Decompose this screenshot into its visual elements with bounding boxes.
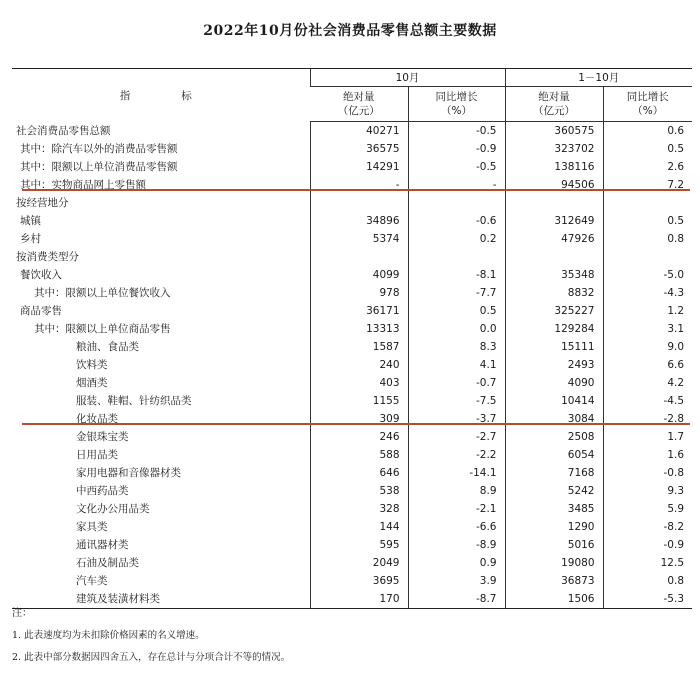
oct-abs-value: 1155 (310, 392, 408, 410)
oct-growth-value: -2.1 (408, 500, 505, 518)
oct-growth-value: 3.9 (408, 572, 505, 590)
oct-abs-value: 34896 (310, 212, 408, 230)
table-row (12, 554, 692, 572)
oct-abs-value: 36171 (310, 302, 408, 320)
table-row (12, 284, 692, 302)
ytd-abs-value: 94506 (505, 176, 603, 194)
table-row (12, 158, 692, 176)
oct-abs-value: 646 (310, 464, 408, 482)
row-label: 粮油、食品类 (76, 341, 139, 353)
ytd-abs-value: 3485 (505, 500, 603, 518)
oct-abs-value: 328 (310, 500, 408, 518)
ytd-abs-value: 19080 (505, 554, 603, 572)
row-label: 建筑及装潢材料类 (12, 590, 310, 609)
oct-abs-value: 36575 (310, 140, 408, 158)
notes-heading: 注： (12, 608, 32, 619)
row-label: 其中：限额以上单位商品零售 (34, 323, 171, 335)
oct-growth-value: 4.1 (408, 356, 505, 374)
group-header-jan-oct: 1－10月 (505, 69, 692, 87)
oct-growth-value: -8.9 (408, 536, 505, 554)
note-item: 1. 此表速度均为未扣除价格因素的名义增速。 (12, 630, 205, 641)
ytd-growth-value: 1.7 (603, 428, 692, 446)
table-row (12, 302, 692, 320)
row-label: 餐饮收入 (20, 269, 62, 281)
oct-abs-value: 978 (310, 284, 408, 302)
highlight-line-bottom (22, 423, 690, 425)
table-row (12, 266, 692, 284)
ytd-abs-value: 47926 (505, 230, 603, 248)
oct-growth-value: -0.6 (408, 212, 505, 230)
ytd-growth-value (603, 194, 692, 212)
oct-growth-value: 8.3 (408, 338, 505, 356)
table-row (12, 482, 692, 500)
row-label: 化妆品类 (76, 413, 118, 425)
oct-abs-value: 309 (310, 410, 408, 428)
ytd-growth-value: -5.3 (603, 590, 692, 609)
table-row (12, 446, 692, 464)
oct-abs-value: 595 (310, 536, 408, 554)
oct-abs-value (310, 248, 408, 266)
oct-growth-value: -6.6 (408, 518, 505, 536)
row-label: 中西药品类 (76, 485, 129, 497)
oct-abs-value: 1587 (310, 338, 408, 356)
ytd-abs-value: 360575 (505, 122, 603, 141)
table-row (12, 194, 692, 212)
row-label: 其中：限额以上单位消费品零售额 (20, 161, 178, 173)
oct-growth-value: -3.7 (408, 410, 505, 428)
notes (12, 604, 692, 663)
ytd-growth-value: 3.1 (603, 320, 692, 338)
table-row (12, 212, 692, 230)
oct-abs-value: 2049 (310, 554, 408, 572)
ytd-growth-value: -0.9 (603, 536, 692, 554)
row-label: 乡村 (20, 233, 41, 245)
table-row (12, 392, 692, 410)
row-label: 饮料类 (76, 359, 108, 371)
ytd-growth-value: 0.5 (603, 212, 692, 230)
oct-growth-value (408, 248, 505, 266)
ytd-abs-value: 129284 (505, 320, 603, 338)
oct-abs-value: 588 (310, 446, 408, 464)
table-row (12, 464, 692, 482)
row-label: 其中：限额以上单位餐饮收入 (34, 287, 171, 299)
ytd-growth-value: 2.6 (603, 158, 692, 176)
oct-abs-value: 240 (310, 356, 408, 374)
oct-growth-value: -2.2 (408, 446, 505, 464)
ytd-growth-value: -4.3 (603, 284, 692, 302)
row-label: 城镇 (20, 215, 41, 227)
ytd-growth-value: -5.0 (603, 266, 692, 284)
oct-abs-value: 403 (310, 374, 408, 392)
oct-abs-value: 5374 (310, 230, 408, 248)
ytd-abs-value: 15111 (505, 338, 603, 356)
ytd-growth-value: 0.6 (603, 122, 692, 141)
oct-growth-value: -0.5 (408, 122, 505, 141)
ytd-abs-value: 8832 (505, 284, 603, 302)
oct-growth-value: 0.0 (408, 320, 505, 338)
ytd-abs-value: 35348 (505, 266, 603, 284)
row-label: 汽车类 (76, 575, 108, 587)
oct-abs-value: 538 (310, 482, 408, 500)
growth-header: 同比增长 （%） (603, 87, 692, 122)
oct-growth-value: -2.7 (408, 428, 505, 446)
row-label: 按消费类型分 (16, 251, 79, 263)
row-label: 家用电器和音像器材类 (76, 467, 181, 479)
row-label: 石油及制品类 (76, 557, 139, 569)
ytd-abs-value (505, 248, 603, 266)
oct-growth-value: -14.1 (408, 464, 505, 482)
ytd-abs-value: 6054 (505, 446, 603, 464)
ytd-abs-value: 3084 (505, 410, 603, 428)
retail-sales-table (12, 68, 692, 609)
oct-abs-value: 13313 (310, 320, 408, 338)
oct-growth-value: - (408, 176, 505, 194)
ytd-growth-value: -8.2 (603, 518, 692, 536)
ytd-abs-value: 36873 (505, 572, 603, 590)
row-label: 其中：除汽车以外的消费品零售额 (20, 143, 178, 155)
ytd-abs-value: 5242 (505, 482, 603, 500)
table-row (12, 176, 692, 194)
row-label: 金银珠宝类 (76, 431, 129, 443)
ytd-abs-value: 5016 (505, 536, 603, 554)
row-label: 按经营地分 (16, 197, 69, 209)
abs-header: 绝对量 （亿元） (505, 87, 603, 122)
ytd-growth-value: 5.9 (603, 500, 692, 518)
oct-growth-value: 0.9 (408, 554, 505, 572)
indicator-header: 指 标 (12, 69, 310, 122)
table-row (12, 122, 692, 141)
ytd-abs-value: 325227 (505, 302, 603, 320)
table-row (12, 428, 692, 446)
oct-abs-value: 170 (310, 590, 408, 609)
page-title: 2022年10月份社会消费品零售总额主要数据 (203, 23, 497, 39)
oct-growth-value: 0.5 (408, 302, 505, 320)
oct-growth-value: -8.7 (408, 590, 505, 609)
row-label: 日用品类 (76, 449, 118, 461)
oct-growth-value (408, 194, 505, 212)
row-label: 家具类 (76, 521, 108, 533)
row-label: 文化办公用品类 (76, 503, 150, 515)
row-label: 其中：实物商品网上零售额 (20, 179, 146, 191)
ytd-growth-value: 0.5 (603, 140, 692, 158)
ytd-abs-value (505, 194, 603, 212)
ytd-growth-value: -0.8 (603, 464, 692, 482)
row-label: 商品零售 (20, 305, 62, 317)
row-label: 通讯器材类 (76, 539, 129, 551)
row-label: 服装、鞋帽、针纺织品类 (76, 395, 192, 407)
table-row (12, 356, 692, 374)
oct-abs-value: 246 (310, 428, 408, 446)
oct-growth-value: -0.5 (408, 158, 505, 176)
ytd-abs-value: 7168 (505, 464, 603, 482)
ytd-growth-value: 0.8 (603, 572, 692, 590)
ytd-growth-value: 6.6 (603, 356, 692, 374)
oct-abs-value: - (310, 176, 408, 194)
ytd-growth-value: 0.8 (603, 230, 692, 248)
ytd-abs-value: 138116 (505, 158, 603, 176)
table-row (12, 536, 692, 554)
ytd-abs-value: 312649 (505, 212, 603, 230)
table-row (12, 338, 692, 356)
ytd-abs-value: 323702 (505, 140, 603, 158)
ytd-growth-value: 12.5 (603, 554, 692, 572)
ytd-abs-value: 4090 (505, 374, 603, 392)
ytd-growth-value: 7.2 (603, 176, 692, 194)
oct-abs-value: 14291 (310, 158, 408, 176)
ytd-abs-value: 2493 (505, 356, 603, 374)
note-item: 2. 此表中部分数据因四舍五入，存在总计与分项合计不等的情况。 (12, 652, 291, 663)
table-row (12, 410, 692, 428)
oct-abs-value: 3695 (310, 572, 408, 590)
ytd-abs-value: 1290 (505, 518, 603, 536)
ytd-growth-value: 9.0 (603, 338, 692, 356)
ytd-abs-value: 2508 (505, 428, 603, 446)
table-row (12, 500, 692, 518)
ytd-abs-value: 10414 (505, 392, 603, 410)
table-row (12, 572, 692, 590)
oct-growth-value: -0.9 (408, 140, 505, 158)
oct-growth-value: -7.5 (408, 392, 505, 410)
abs-header: 绝对量 （亿元） (310, 87, 408, 122)
oct-abs-value (310, 194, 408, 212)
oct-growth-value: 8.9 (408, 482, 505, 500)
oct-abs-value: 40271 (310, 122, 408, 141)
ytd-growth-value: 1.6 (603, 446, 692, 464)
table-row (12, 320, 692, 338)
oct-growth-value: -7.7 (408, 284, 505, 302)
row-label: 烟酒类 (76, 377, 108, 389)
ytd-growth-value: 9.3 (603, 482, 692, 500)
group-header-october: 10月 (310, 69, 505, 87)
ytd-growth-value: -2.8 (603, 410, 692, 428)
ytd-growth-value (603, 248, 692, 266)
oct-growth-value: 0.2 (408, 230, 505, 248)
growth-header: 同比增长 （%） (408, 87, 505, 122)
ytd-growth-value: 4.2 (603, 374, 692, 392)
oct-growth-value: -8.1 (408, 266, 505, 284)
ytd-abs-value: 1506 (505, 590, 603, 609)
row-label: 社会消费品零售总额 (16, 124, 111, 137)
table-row (12, 248, 692, 266)
oct-abs-value: 4099 (310, 266, 408, 284)
ytd-growth-value: 1.2 (603, 302, 692, 320)
table-row (12, 374, 692, 392)
highlight-line-top (22, 189, 690, 191)
table-row (12, 518, 692, 536)
oct-growth-value: -0.7 (408, 374, 505, 392)
table-row (12, 230, 692, 248)
oct-abs-value: 144 (310, 518, 408, 536)
ytd-growth-value: -4.5 (603, 392, 692, 410)
table-row (12, 140, 692, 158)
